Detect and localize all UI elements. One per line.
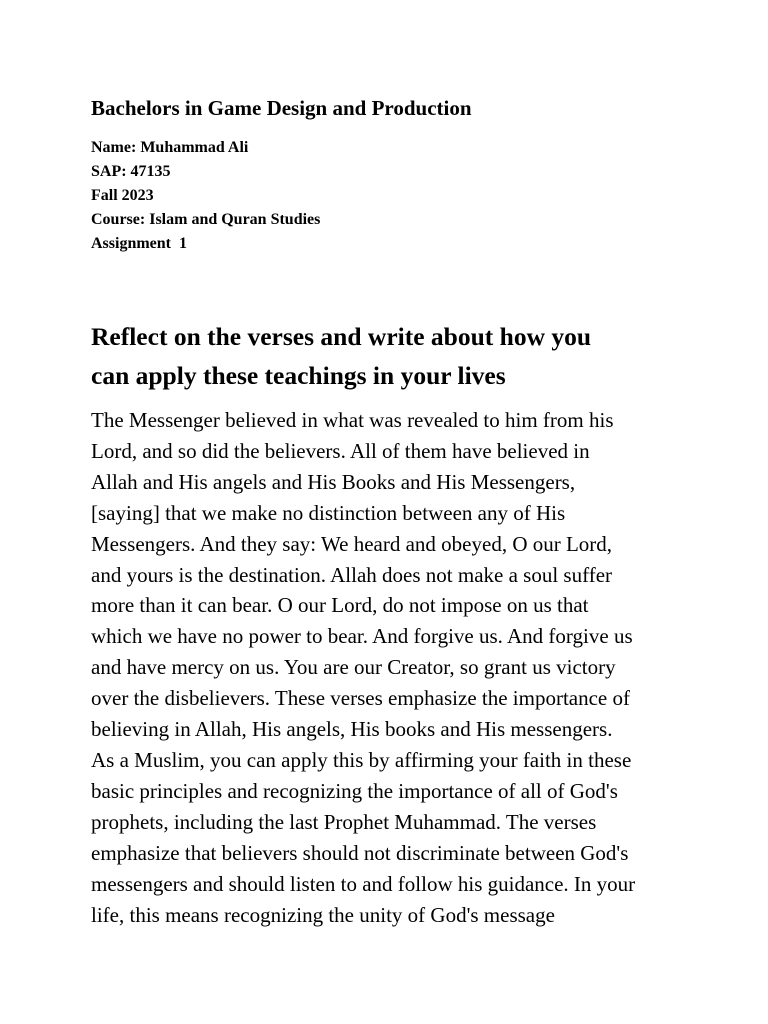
paragraph-line: life, this means recognizing the unity of God's message (91, 902, 555, 927)
paragraph-line: messengers and should listen to and follow his guidance. In your (91, 871, 636, 896)
assignment-number: Assignment 1 (91, 235, 188, 252)
paragraph-line: prophets, including the last Prophet Muhammad. The verses (91, 809, 597, 834)
paragraph-line: [saying] that we make no distinction between any of His (91, 500, 566, 525)
paragraph-line: believing in Allah, His angels, His books and His messengers. (91, 717, 613, 742)
paragraph-line: over the disbelievers. These verses emphasize the importance of (91, 686, 630, 711)
paragraph-line: which we have no power to bear. And forgive us. And forgive us (91, 624, 633, 649)
paragraph-line: Lord, and so did the believers. All of them have believed in (91, 438, 590, 463)
paragraph-line: and yours is the destination. Allah does not make a soul suffer (91, 562, 613, 587)
paragraph-line: The Messenger believed in what was revealed to him from his (91, 408, 614, 432)
course-name: Course: Islam and Quran Studies (91, 211, 321, 228)
paragraph-line: As a Muslim, you can apply this by affirming your faith in these (91, 747, 632, 772)
body-paragraph (91, 405, 691, 930)
student-info-block (91, 136, 320, 256)
paragraph-line: Allah and His angels and His Books and His Messengers, (91, 469, 576, 494)
program-title: Bachelors in Game Design and Production (91, 96, 472, 120)
section-heading (91, 317, 691, 395)
student-name: Name: Muhammad Ali (91, 139, 249, 156)
term: Fall 2023 (91, 187, 154, 204)
paragraph-line: basic principles and recognizing the importance of all of God's (91, 778, 618, 803)
paragraph-line: and have mercy on us. You are our Creator, so grant us victory (91, 655, 616, 680)
sap-id: SAP: 47135 (91, 163, 171, 180)
paragraph-line: Messengers. And they say: We heard and obeyed, O our Lord, (91, 531, 613, 556)
paragraph-line: more than it can bear. O our Lord, do not impose on us that (91, 593, 589, 618)
heading-line: Reflect on the verses and write about how you (91, 322, 592, 351)
heading-line: can apply these teachings in your lives (91, 361, 506, 390)
paragraph-line: emphasize that believers should not discriminate between God's (91, 840, 629, 865)
